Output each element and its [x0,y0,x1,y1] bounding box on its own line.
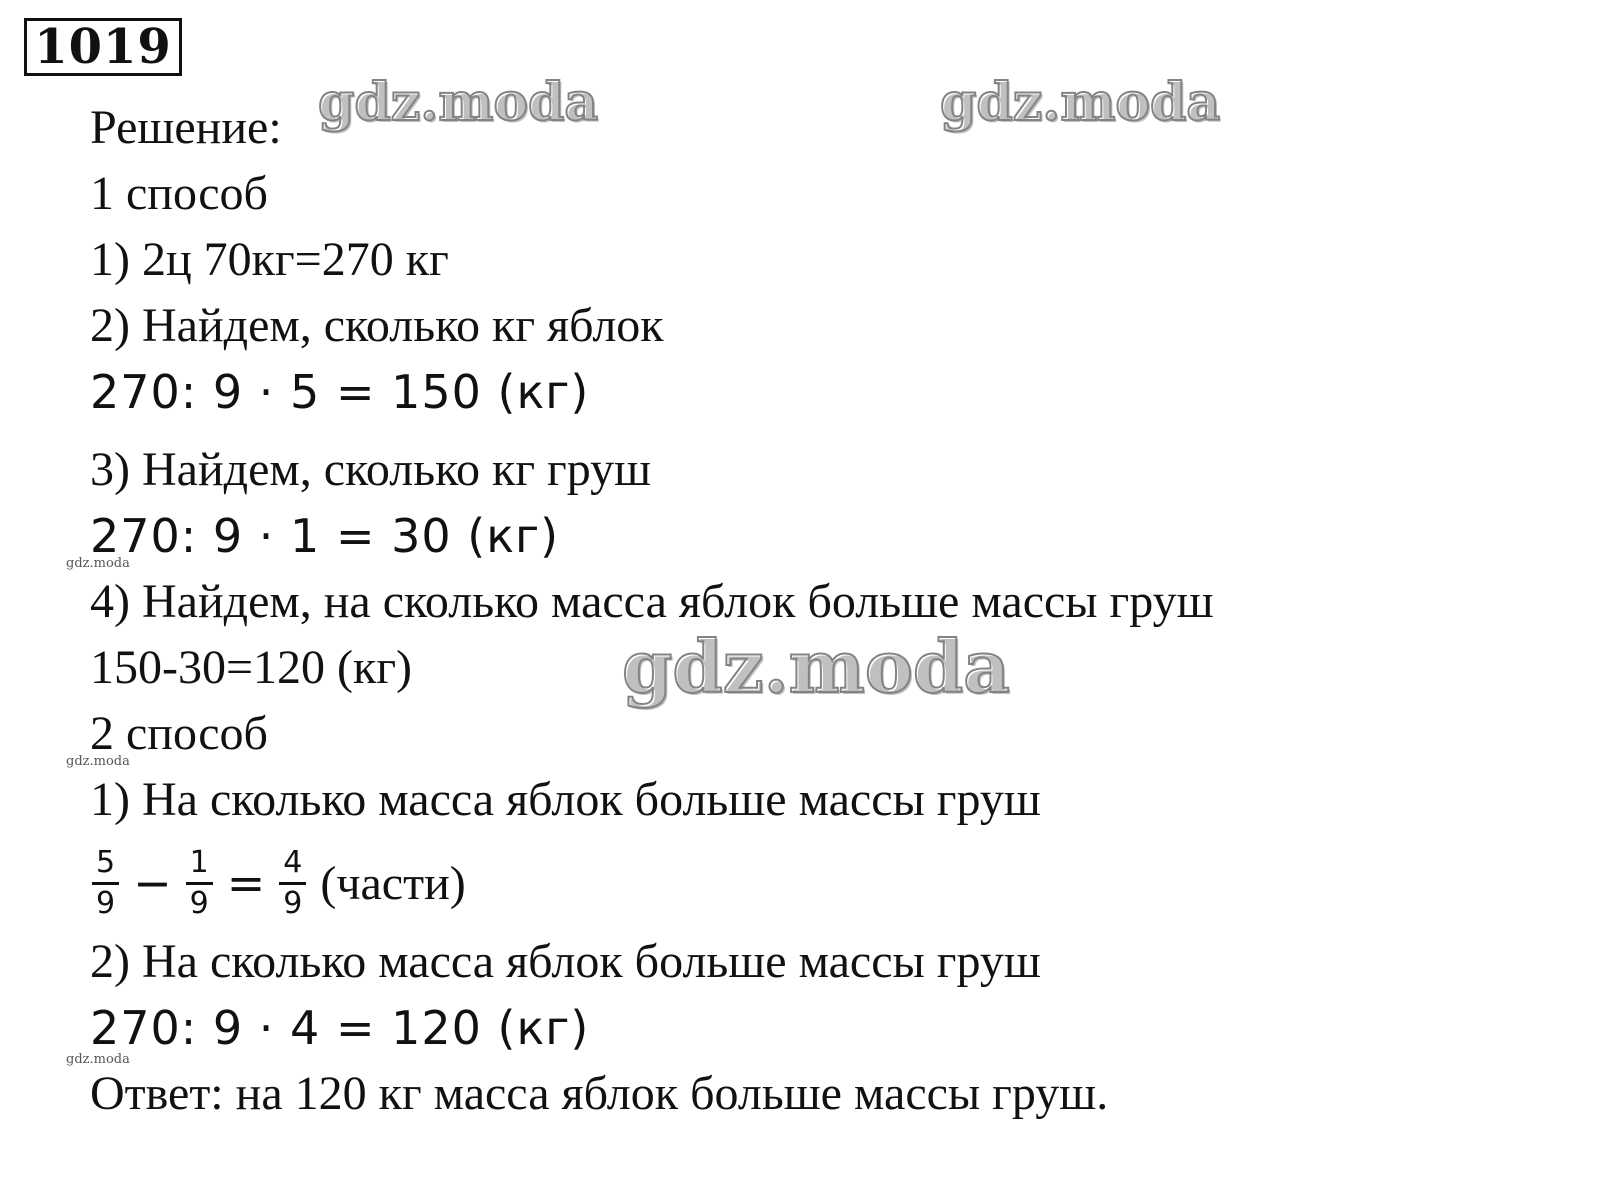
problem-number: 1019 [24,18,182,76]
method-1-heading: 1 способ [90,167,268,220]
watermark-small-2: gdz.moda [66,754,130,769]
step-3-equation: 270: 9 · 1 = 30 (кг) [90,509,560,563]
step-2-equation: 270: 9 · 5 = 150 (кг) [90,365,590,419]
watermark-top-right: gdz.moda [940,72,1221,133]
fraction-equation [88,833,466,933]
method-2-heading: 2 способ [90,707,268,760]
answer-line: Ответ: на 120 кг масса яблок больше массы груш. [90,1067,1109,1120]
watermark-top-left: gdz.moda [318,72,599,133]
step-4-equation: 150-30=120 (кг) [90,641,413,694]
method-2-step-2-equation: 270: 9 · 4 = 120 (кг) [90,1001,590,1055]
fraction-units: (части) [320,856,466,910]
step-1-conversion: 1) 2ц 70кг=270 кг [90,233,449,286]
minus-sign: − [133,856,172,910]
watermark-center: gdz.moda [622,624,1010,709]
fraction-4-9: $\frac{4}{9}$ [279,846,306,921]
method-2-step-1-text: 1) На сколько масса яблок больше массы груш [90,773,1041,826]
fraction-1-9: $\frac{1}{9}$ [186,846,213,921]
fraction-5-9: $\frac{5}{9}$ [92,846,119,921]
step-3-text: 3) Найдем, сколько кг груш [90,443,652,496]
watermark-small-3: gdz.moda [66,1052,130,1067]
watermark-small-1: gdz.moda [66,556,130,571]
step-4-text: 4) Найдем, на сколько масса яблок больше массы груш [90,575,1214,628]
step-2-text: 2) Найдем, сколько кг яблок [90,299,664,352]
method-2-step-2-text: 2) На сколько масса яблок больше массы груш [90,935,1041,988]
equals-sign: = [226,856,266,910]
solution-heading: Решение: [90,101,282,154]
